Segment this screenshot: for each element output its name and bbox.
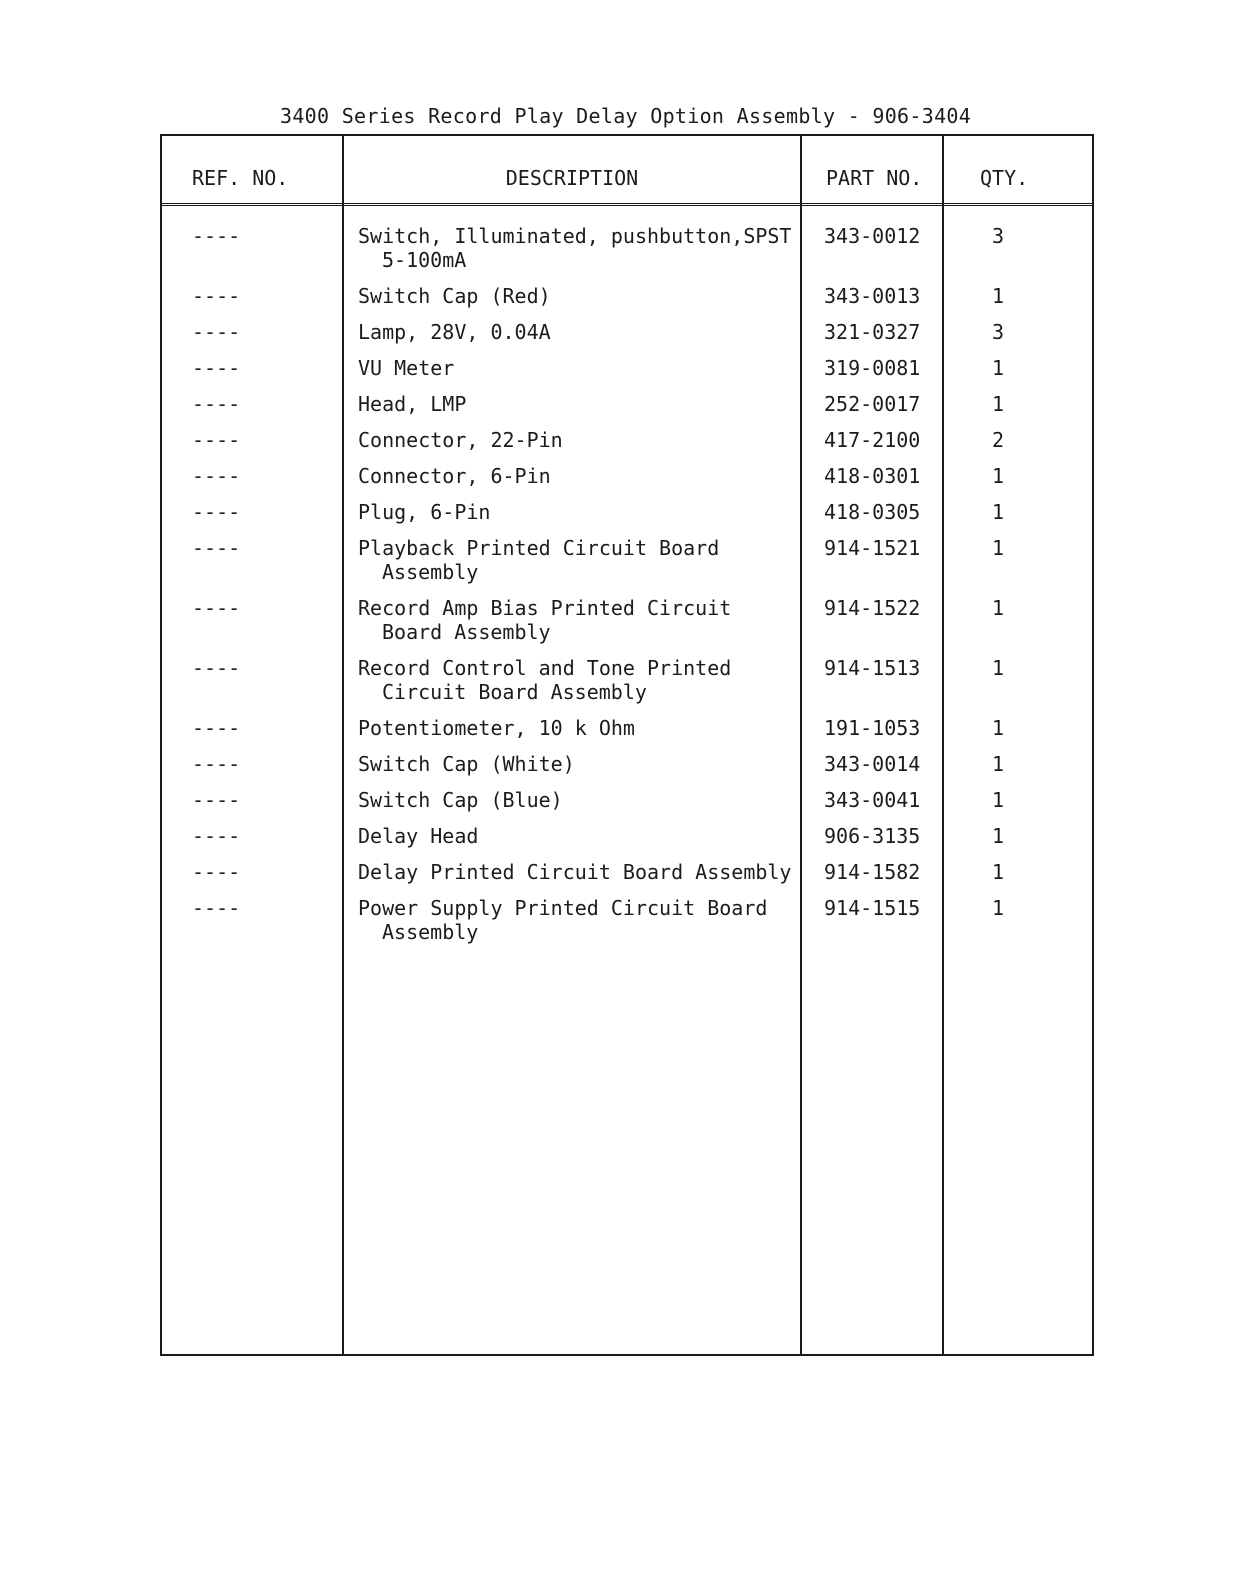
- cell-ref-no: ----: [192, 824, 241, 848]
- cell-description: [358, 320, 798, 344]
- table-row: [162, 500, 1092, 536]
- header-qty: QTY.: [980, 166, 1029, 190]
- cell-description: [358, 464, 798, 488]
- parts-table: [160, 134, 1094, 1356]
- cell-part-no: 418-0305: [824, 500, 921, 524]
- cell-qty: 1: [992, 752, 1005, 776]
- header-divider: [162, 203, 1092, 206]
- description-line-2: Assembly: [382, 920, 479, 944]
- cell-ref-no: ----: [192, 716, 241, 740]
- cell-description: [358, 716, 798, 740]
- cell-ref-no: ----: [192, 356, 241, 380]
- cell-description: [358, 788, 798, 812]
- description-line-1: Switch Cap (Blue): [358, 788, 563, 812]
- cell-part-no: 343-0013: [824, 284, 921, 308]
- table-body: [162, 224, 1092, 956]
- description-line-1: VU Meter: [358, 356, 455, 380]
- description-line-1: Record Amp Bias Printed Circuit: [358, 596, 732, 620]
- description-line-2: Assembly: [382, 560, 479, 584]
- cell-qty: 1: [992, 392, 1005, 416]
- description-line-1: Switch Cap (White): [358, 752, 575, 776]
- description-line-1: Delay Head: [358, 824, 479, 848]
- cell-qty: 1: [992, 536, 1005, 560]
- table-row: [162, 464, 1092, 500]
- page-title: 3400 Series Record Play Delay Option Assembly - 906-3404: [280, 104, 972, 128]
- cell-description: [358, 896, 798, 944]
- cell-ref-no: ----: [192, 464, 241, 488]
- description-line-1: Record Control and Tone Printed: [358, 656, 732, 680]
- table-row: [162, 320, 1092, 356]
- cell-description: [358, 596, 798, 644]
- cell-part-no: 914-1521: [824, 536, 921, 560]
- cell-part-no: 914-1513: [824, 656, 921, 680]
- cell-ref-no: ----: [192, 656, 241, 680]
- cell-qty: 1: [992, 788, 1005, 812]
- header-ref-no: REF. NO.: [192, 166, 289, 190]
- table-row: [162, 656, 1092, 716]
- cell-qty: 1: [992, 824, 1005, 848]
- cell-ref-no: ----: [192, 896, 241, 920]
- table-row: [162, 896, 1092, 956]
- cell-ref-no: ----: [192, 752, 241, 776]
- cell-qty: 1: [992, 500, 1005, 524]
- table-row: [162, 788, 1092, 824]
- description-line-1: Head, LMP: [358, 392, 467, 416]
- cell-part-no: 914-1582: [824, 860, 921, 884]
- table-row: [162, 356, 1092, 392]
- cell-qty: 1: [992, 716, 1005, 740]
- cell-description: [358, 860, 798, 884]
- cell-ref-no: ----: [192, 224, 241, 248]
- cell-part-no: 191-1053: [824, 716, 921, 740]
- cell-description: [358, 656, 798, 704]
- cell-qty: 1: [992, 656, 1005, 680]
- cell-part-no: 319-0081: [824, 356, 921, 380]
- description-line-2: Circuit Board Assembly: [382, 680, 647, 704]
- description-line-1: Switch, Illuminated, pushbutton,SPST: [358, 224, 792, 248]
- cell-description: [358, 500, 798, 524]
- cell-part-no: 418-0301: [824, 464, 921, 488]
- cell-ref-no: ----: [192, 320, 241, 344]
- table-row: [162, 824, 1092, 860]
- cell-qty: 1: [992, 464, 1005, 488]
- cell-description: [358, 536, 798, 584]
- description-line-1: Switch Cap (Red): [358, 284, 551, 308]
- cell-ref-no: ----: [192, 428, 241, 452]
- cell-ref-no: ----: [192, 284, 241, 308]
- cell-description: [358, 752, 798, 776]
- cell-description: [358, 224, 798, 272]
- cell-part-no: 343-0041: [824, 788, 921, 812]
- description-line-1: Playback Printed Circuit Board: [358, 536, 720, 560]
- cell-qty: 2: [992, 428, 1005, 452]
- description-line-1: Delay Printed Circuit Board Assembly: [358, 860, 792, 884]
- table-row: [162, 392, 1092, 428]
- cell-qty: 3: [992, 320, 1005, 344]
- cell-part-no: 343-0014: [824, 752, 921, 776]
- description-line-1: Potentiometer, 10 k Ohm: [358, 716, 635, 740]
- description-line-1: Connector, 22-Pin: [358, 428, 563, 452]
- cell-description: [358, 824, 798, 848]
- cell-ref-no: ----: [192, 788, 241, 812]
- cell-part-no: 417-2100: [824, 428, 921, 452]
- table-row: [162, 596, 1092, 656]
- cell-qty: 1: [992, 860, 1005, 884]
- cell-description: [358, 356, 798, 380]
- cell-part-no: 321-0327: [824, 320, 921, 344]
- table-row: [162, 224, 1092, 284]
- cell-description: [358, 428, 798, 452]
- description-line-1: Plug, 6-Pin: [358, 500, 491, 524]
- cell-part-no: 914-1522: [824, 596, 921, 620]
- description-line-1: Power Supply Printed Circuit Board: [358, 896, 768, 920]
- cell-ref-no: ----: [192, 536, 241, 560]
- cell-qty: 3: [992, 224, 1005, 248]
- cell-part-no: 343-0012: [824, 224, 921, 248]
- table-row: [162, 428, 1092, 464]
- cell-part-no: 252-0017: [824, 392, 921, 416]
- cell-qty: 1: [992, 596, 1005, 620]
- cell-qty: 1: [992, 284, 1005, 308]
- table-row: [162, 752, 1092, 788]
- cell-ref-no: ----: [192, 860, 241, 884]
- table-row: [162, 284, 1092, 320]
- header-description: DESCRIPTION: [505, 166, 639, 190]
- cell-part-no: 906-3135: [824, 824, 921, 848]
- cell-ref-no: ----: [192, 596, 241, 620]
- cell-description: [358, 284, 798, 308]
- description-line-2: Board Assembly: [382, 620, 551, 644]
- cell-qty: 1: [992, 896, 1005, 920]
- cell-qty: 1: [992, 356, 1005, 380]
- cell-ref-no: ----: [192, 392, 241, 416]
- cell-description: [358, 392, 798, 416]
- cell-ref-no: ----: [192, 500, 241, 524]
- table-row: [162, 860, 1092, 896]
- description-line-2: 5-100mA: [382, 248, 467, 272]
- description-line-1: Connector, 6-Pin: [358, 464, 551, 488]
- cell-part-no: 914-1515: [824, 896, 921, 920]
- description-line-1: Lamp, 28V, 0.04A: [358, 320, 551, 344]
- table-row: [162, 716, 1092, 752]
- table-row: [162, 536, 1092, 596]
- header-part-no: PART NO.: [826, 166, 923, 190]
